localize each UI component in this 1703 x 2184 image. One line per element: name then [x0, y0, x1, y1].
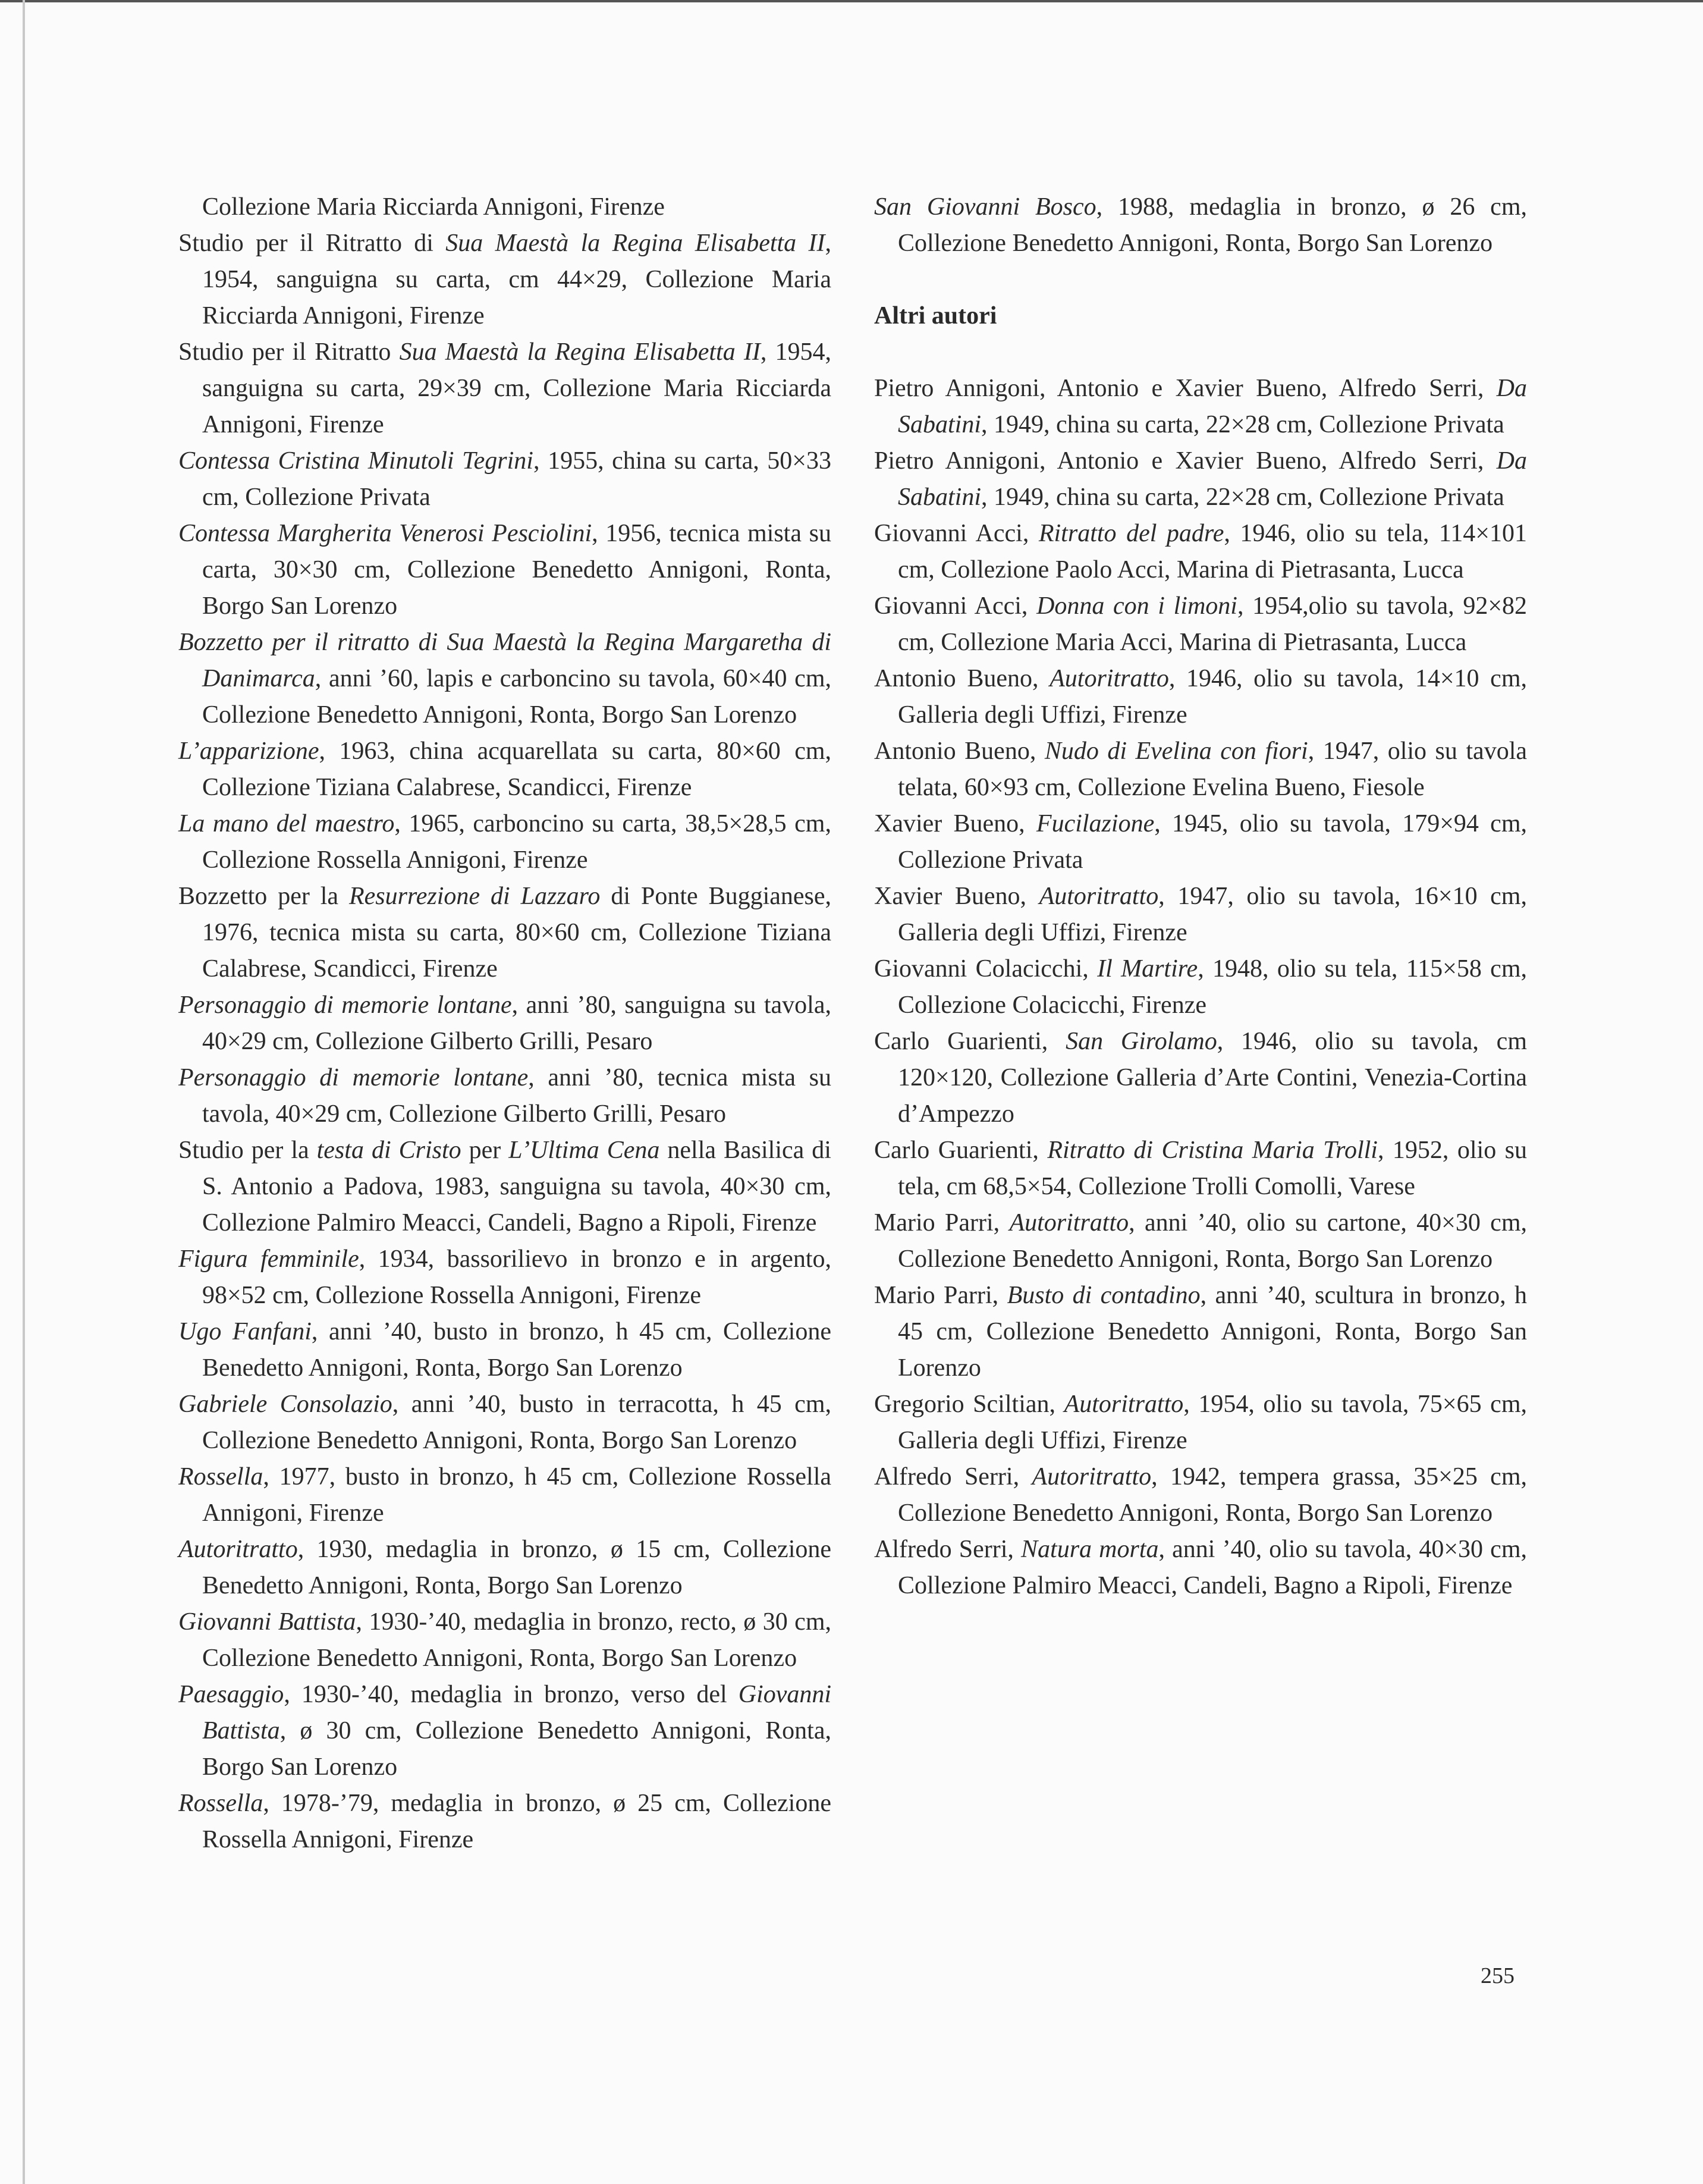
- right-column-entries: [874, 371, 1527, 1604]
- catalogue-entry: [874, 951, 1527, 1024]
- catalogue-entry: [178, 733, 831, 806]
- entry-text: Giovanni Acci,: [874, 592, 1037, 620]
- entry-title-italic: Autoritratto: [1009, 1209, 1129, 1237]
- entry-text: Pietro Annigoni, Antonio e Xavier Bueno, Alfredo Serri,: [874, 375, 1497, 402]
- catalogue-entry: [178, 987, 831, 1060]
- catalogue-entry: [874, 1386, 1527, 1459]
- entry-title-italic: Sua Maestà la Regina Elisabetta II: [399, 338, 761, 366]
- catalogue-entry: [178, 1386, 831, 1459]
- entry-text: , anni ’80, sanguigna su tavola, 40×29 cm, Collezione Gilberto Grilli, Pesaro: [202, 991, 831, 1055]
- section-heading-altri-autori: Altri autori: [874, 302, 997, 330]
- entry-text: Studio per la: [178, 1137, 317, 1164]
- entry-title-italic: Personaggio di memorie lontane: [178, 1064, 529, 1091]
- entry-title-italic: Paesaggio: [178, 1681, 284, 1708]
- entry-text: Studio per il Ritratto: [178, 338, 400, 366]
- entry-text: , anni ’40, scultura in bronzo, h 45 cm, Collezione Benedetto Annigoni, Ronta, Borgo San Lorenzo: [898, 1282, 1527, 1382]
- catalogue-entry: [874, 1532, 1527, 1604]
- entry-title-italic: Contessa Margherita Venerosi Pesciolini: [178, 520, 592, 547]
- entry-text: , 1963, china acquarellata su carta, 80×60 cm, Collezione Tiziana Calabrese, Scandicci, Firenze: [202, 738, 831, 801]
- entry-text: , 1930-’40, medaglia in bronzo, recto, ø 30 cm, Collezione Benedetto Annigoni, Ronta, Borgo San Lorenzo: [202, 1608, 831, 1672]
- catalogue-entry: [874, 878, 1527, 951]
- entry-title-italic: Busto di contadino: [1007, 1282, 1201, 1309]
- entry-text: Giovanni Acci,: [874, 520, 1039, 547]
- catalogue-entry: [178, 1677, 831, 1786]
- entry-text: , 1948, olio su tela, 115×58 cm, Collezione Colacicchi, Firenze: [898, 955, 1527, 1019]
- entry-title-italic: Da Sabatini: [898, 447, 1527, 511]
- entry-text: , 1954, sanguigna su carta, 29×39 cm, Collezione Maria Ricciarda Annigoni, Firenze: [202, 338, 832, 438]
- entry-text: , 1956, tecnica mista su carta, 30×30 cm, Collezione Benedetto Annigoni, Ronta, Borgo San Lorenzo: [202, 520, 831, 620]
- entry-title-italic: Contessa Cristina Minutoli Tegrini: [178, 447, 533, 475]
- entry-title-italic: Nudo di Evelina con fiori: [1044, 738, 1308, 765]
- catalogue-entry: [874, 806, 1527, 878]
- entry-title-italic: Fucilazione: [1036, 810, 1155, 837]
- entry-title-italic: testa di Cristo: [316, 1137, 461, 1164]
- catalogue-entry: [874, 1278, 1527, 1386]
- entry-text: , 1978-’79, medaglia in bronzo, ø 25 cm, Collezione Rossella Annigoni, Firenze: [202, 1790, 831, 1853]
- entry-title-italic: Autoritratto: [1064, 1391, 1184, 1418]
- entry-text: , 1930, medaglia in bronzo, ø 15 cm, Collezione Benedetto Annigoni, Ronta, Borgo San Lorenzo: [202, 1536, 831, 1599]
- entry-text: , anni ’40, olio su cartone, 40×30 cm, Collezione Benedetto Annigoni, Ronta, Borgo San Lorenzo: [898, 1209, 1527, 1273]
- catalogue-entry: [874, 189, 1527, 262]
- entry-text: Bozzetto per la: [178, 883, 349, 910]
- entry-title-italic: Rossella: [178, 1463, 263, 1490]
- entry-title-italic: Ugo Fanfani: [178, 1318, 312, 1345]
- entry-text: di Ponte Buggianese, 1976, tecnica mista su carta, 80×60 cm, Collezione Tiziana Calabrese, Scandicci, Firenze: [202, 883, 832, 983]
- catalogue-entry: [874, 661, 1527, 733]
- left-column: [178, 189, 831, 1858]
- catalogue-entry: [178, 806, 831, 878]
- catalogue-entry: [874, 1024, 1527, 1132]
- entry-title-italic: Rossella: [178, 1790, 263, 1817]
- catalogue-entry: [874, 371, 1527, 443]
- entry-text: , 1946, olio su tela, 114×101 cm, Collezione Paolo Acci, Marina di Pietrasanta, Lucca: [898, 520, 1527, 583]
- entry-title-italic: Sua Maestà la Regina Elisabetta II: [445, 230, 825, 257]
- entry-title-italic: L’Ultima Cena: [508, 1137, 660, 1164]
- entry-title-italic: Il Martire: [1097, 955, 1198, 983]
- entry-text: , anni ’80, tecnica mista su tavola, 40×29 cm, Collezione Gilberto Grilli, Pesaro: [202, 1064, 831, 1128]
- right-column: [874, 189, 1527, 1604]
- entry-title-italic: Resurrezione di Lazzaro: [349, 883, 601, 910]
- entry-text: , anni ’40, olio su tavola, 40×30 cm, Collezione Palmiro Meacci, Candeli, Bagno a Ripoli, Firenze: [898, 1536, 1527, 1599]
- catalogue-entry: [178, 225, 831, 334]
- entry-title-italic: Natura morta: [1021, 1536, 1159, 1563]
- entry-title-italic: Autoritratto: [1050, 665, 1169, 692]
- entry-text: , 1954, olio su tavola, 75×65 cm, Galleria degli Uffizi, Firenze: [898, 1391, 1527, 1454]
- entry-text: , 1947, olio su tavola telata, 60×93 cm, Collezione Evelina Bueno, Fiesole: [898, 738, 1528, 801]
- entry-title-italic: Donna con i limoni: [1036, 592, 1237, 620]
- entry-text: Antonio Bueno,: [874, 665, 1050, 692]
- entry-text: Xavier Bueno,: [874, 810, 1036, 837]
- entry-text: Alfredo Serri,: [874, 1463, 1032, 1490]
- entry-text: Mario Parri,: [874, 1282, 1007, 1309]
- entry-text: Pietro Annigoni, Antonio e Xavier Bueno, Alfredo Serri,: [874, 447, 1497, 475]
- entry-text: , 1949, china su carta, 22×28 cm, Collezione Privata: [981, 484, 1504, 511]
- entry-text: Collezione Maria Ricciarda Annigoni, Firenze: [202, 193, 665, 221]
- entry-text: per: [461, 1137, 509, 1164]
- page-number: 255: [1481, 1963, 1515, 1988]
- entry-text: , 1949, china su carta, 22×28 cm, Collezione Privata: [981, 411, 1504, 438]
- catalogue-entry: [874, 443, 1527, 516]
- entry-text: Gregorio Sciltian,: [874, 1391, 1064, 1418]
- entry-text: nella Basilica di S. Antonio a Padova, 1983, sanguigna su tavola, 40×30 cm, Collezione Palmiro Meacci, Candeli, Bagno a Ripoli, Firenze: [202, 1137, 831, 1237]
- entry-text: , 1955, china su carta, 50×33 cm, Collezione Privata: [202, 447, 831, 511]
- catalogue-entry: [874, 1205, 1527, 1278]
- catalogue-entry: [178, 1532, 831, 1604]
- entry-text: , anni ’60, lapis e carboncino su tavola, 60×40 cm, Collezione Benedetto Annigoni, Ronta, Borgo San Lorenzo: [202, 665, 831, 729]
- catalogue-entry: [178, 443, 831, 516]
- catalogue-entry: [874, 1132, 1527, 1205]
- entry-text: , anni ’40, busto in bronzo, h 45 cm, Collezione Benedetto Annigoni, Ronta, Borgo San Lorenzo: [202, 1318, 831, 1382]
- entry-title-italic: Autoritratto: [1032, 1463, 1152, 1490]
- entry-title-italic: L’apparizione: [178, 738, 319, 765]
- catalogue-entry: [178, 1132, 831, 1241]
- catalogue-entry: [874, 1459, 1527, 1532]
- entry-title-italic: Giovanni Battista: [202, 1681, 831, 1744]
- entry-title-italic: Ritratto di Cristina Maria Trolli: [1047, 1137, 1378, 1164]
- entry-text: , 1942, tempera grassa, 35×25 cm, Collezione Benedetto Annigoni, Ronta, Borgo San Lorenzo: [898, 1463, 1527, 1527]
- entry-title-italic: San Girolamo: [1066, 1028, 1217, 1055]
- catalogue-entry: [178, 878, 831, 987]
- entry-text: , 1954,olio su tavola, 92×82 cm, Collezione Maria Acci, Marina di Pietrasanta, Lucca: [898, 592, 1528, 656]
- entry-title-italic: San Giovanni Bosco: [874, 193, 1096, 221]
- entry-text: Mario Parri,: [874, 1209, 1010, 1237]
- right-column-entries-before: [874, 189, 1527, 262]
- entry-text: , ø 30 cm, Collezione Benedetto Annigoni, Ronta, Borgo San Lorenzo: [202, 1717, 831, 1781]
- entry-title-italic: Personaggio di memorie lontane: [178, 991, 512, 1019]
- entry-text: Carlo Guarienti,: [874, 1028, 1066, 1055]
- entry-text: Giovanni Colacicchi,: [874, 955, 1098, 983]
- entry-text: , 1946, olio su tavola, cm 120×120, Collezione Galleria d’Arte Contini, Venezia-Cortina d’Ampezzo: [898, 1028, 1527, 1128]
- scan-edge-top: [0, 0, 1703, 2]
- scan-edge-left: [23, 0, 25, 2184]
- entry-title-italic: Autoritratto: [1039, 883, 1159, 910]
- catalogue-entry: [178, 1060, 831, 1132]
- entry-text: Xavier Bueno,: [874, 883, 1039, 910]
- catalogue-entry: [178, 516, 831, 625]
- entry-text: , 1930-’40, medaglia in bronzo, verso del: [284, 1681, 739, 1708]
- entry-text: , 1946, olio su tavola, 14×10 cm, Galleria degli Uffizi, Firenze: [898, 665, 1527, 729]
- entry-text: Antonio Bueno,: [874, 738, 1045, 765]
- catalogue-entry: [874, 516, 1527, 588]
- catalogue-entry: [874, 588, 1527, 661]
- entry-text: , 1934, bassorilievo in bronzo e in argento, 98×52 cm, Collezione Rossella Annigoni, Firenze: [202, 1245, 831, 1309]
- catalogue-entry: [178, 1314, 831, 1386]
- entry-title-italic: Gabriele Consolazio: [178, 1391, 392, 1418]
- catalogue-entry: [178, 1241, 831, 1314]
- catalogue-entry: [178, 1459, 831, 1532]
- entry-text: , anni ’40, busto in terracotta, h 45 cm, Collezione Benedetto Annigoni, Ronta, Borgo San Lorenzo: [202, 1391, 831, 1454]
- entry-title-italic: Autoritratto: [178, 1536, 298, 1563]
- entry-text: Carlo Guarienti,: [874, 1137, 1048, 1164]
- catalogue-entry: [178, 334, 831, 443]
- catalogue-entry: [178, 189, 831, 225]
- catalogue-entry: [178, 625, 831, 733]
- entry-title-italic: Da Sabatini: [898, 375, 1527, 438]
- catalogue-entry: [178, 1786, 831, 1858]
- catalogue-entry: [178, 1604, 831, 1677]
- entry-title-italic: Bozzetto per il ritratto di Sua Maestà la Regina Margaretha di Danimarca: [178, 629, 831, 692]
- entry-title-italic: La mano del maestro: [178, 810, 395, 837]
- catalogue-entry: [874, 733, 1527, 806]
- entry-text: , 1947, olio su tavola, 16×10 cm, Galleria degli Uffizi, Firenze: [898, 883, 1527, 946]
- entry-title-italic: Figura femminile: [178, 1245, 359, 1273]
- entry-text: , 1977, busto in bronzo, h 45 cm, Collezione Rossella Annigoni, Firenze: [202, 1463, 831, 1527]
- entry-text: Alfredo Serri,: [874, 1536, 1022, 1563]
- entry-title-italic: Giovanni Battista: [178, 1608, 356, 1636]
- entry-title-italic: Ritratto del padre: [1038, 520, 1224, 547]
- entry-text: , 1952, olio su tela, cm 68,5×54, Collezione Trolli Comolli, Varese: [898, 1137, 1528, 1200]
- entry-text: , 1954, sanguigna su carta, cm 44×29, Collezione Maria Ricciarda Annigoni, Firenze: [202, 230, 831, 330]
- entry-text: Studio per il Ritratto di: [178, 230, 446, 257]
- entry-text: , 1988, medaglia in bronzo, ø 26 cm, Collezione Benedetto Annigoni, Ronta, Borgo San Lorenzo: [898, 193, 1527, 257]
- entry-text: , 1945, olio su tavola, 179×94 cm, Collezione Privata: [898, 810, 1527, 874]
- entry-text: , 1965, carboncino su carta, 38,5×28,5 cm, Collezione Rossella Annigoni, Firenze: [202, 810, 831, 874]
